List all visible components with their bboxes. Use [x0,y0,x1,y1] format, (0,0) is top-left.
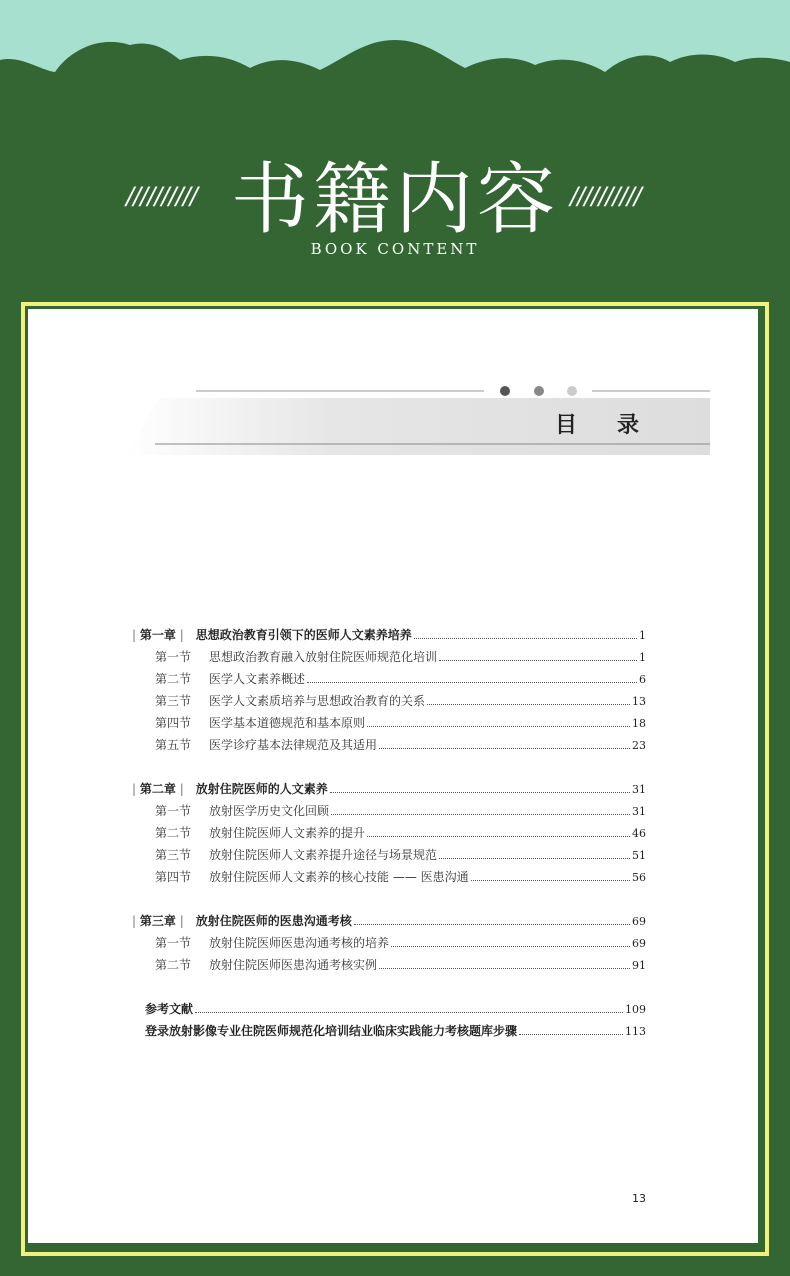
page-ref: 69 [632,915,646,928]
leader-dots [391,946,630,947]
leader-dots [379,968,630,969]
left-slash-decoration: ////////// [126,182,197,210]
section-title: 医学基本道德规范和基本原则 [209,716,366,730]
leader-dots [471,880,630,881]
chapter-title: 放射住院医师的医患沟通考核 [195,914,352,928]
chapter-title: 放射住院医师的人文素养 [195,782,328,796]
section-label: 第二节 [155,826,192,840]
leader-dots [331,814,630,815]
section-label: 第四节 [155,870,192,884]
section-label: 第一节 [155,804,192,818]
page-ref: 6 [639,673,646,686]
page-ref: 1 [639,629,646,642]
page-ref: 51 [632,849,646,862]
section-title: 医学人文素质培养与思想政治教育的关系 [209,694,426,708]
page-ref: 109 [625,1003,646,1016]
chapter-bar: | [175,914,184,928]
leader-dots [307,682,637,683]
page-ref: 13 [632,695,646,708]
page-ref: 56 [632,871,646,884]
toc-section-row[interactable] [155,714,646,734]
leader-dots [414,638,637,639]
chapter-label: 第二章 [139,782,176,796]
toc-section-row[interactable] [155,956,646,976]
leader-dots [354,924,630,925]
extra-title: 登录放射影像专业住院医师规范化培训结业临床实践能力考核题库步骤 [145,1024,518,1038]
page-ref: 23 [632,739,646,752]
leader-dots [367,726,630,727]
toc-section-row[interactable] [155,802,646,822]
leader-dots [330,792,630,793]
chapter-bar: | [132,782,140,796]
section-label: 第一节 [155,650,192,664]
chapter-bar: | [132,628,140,642]
section-title: 思想政治教育融入放射住院医师规范化培训 [209,650,438,664]
page-ref: 18 [632,717,646,730]
section-title: 放射医学历史文化回顾 [209,804,330,818]
section-title: 医学人文素养概述 [209,672,306,686]
section-title: 放射住院医师医患沟通考核实例 [209,958,378,972]
section-label: 第二节 [155,958,192,972]
chapter-title: 思想政治教育引领下的医师人文素养培养 [195,628,412,642]
toc-chapter-row[interactable] [132,912,646,932]
section-label: 第五节 [155,738,192,752]
toc-section-row[interactable] [155,736,646,756]
leader-dots [195,1012,623,1013]
section-label: 第三节 [155,848,192,862]
section-title: 医学诊疗基本法律规范及其适用 [209,738,378,752]
section-title: 放射住院医师人文素养提升途径与场景规范 [209,848,438,862]
chapter-bar: | [175,782,184,796]
toc-extra-row[interactable] [145,1022,646,1042]
toc-section-row[interactable] [155,846,646,866]
toc-extra-row[interactable] [145,1000,646,1020]
toc-chapter-row[interactable] [132,626,646,646]
leader-dots [367,836,630,837]
leader-dots [379,748,630,749]
leader-dots [439,660,637,661]
page-ref: 69 [632,937,646,950]
toc-chapter-row[interactable] [132,780,646,800]
section-label: 第二节 [155,672,192,686]
page-ref: 31 [632,783,646,796]
section-label: 第一节 [155,936,192,950]
leader-dots [519,1034,623,1035]
header-title: 书籍内容 [230,155,559,245]
toc-section-row[interactable] [155,692,646,712]
chapter-label: 第一章 [139,628,176,642]
section-label: 第三节 [155,694,192,708]
toc-title: 目录 [555,413,680,438]
page-ref: 46 [632,827,646,840]
chapter-bar: | [132,914,140,928]
section-label: 第四节 [155,716,192,730]
toc-section-row[interactable] [155,648,646,668]
toc-section-row[interactable] [155,670,646,690]
page-ref: 31 [632,805,646,818]
page-ref: 1 [639,651,646,664]
toc-section-row[interactable] [155,824,646,844]
leader-dots [427,704,630,705]
page-ref: 91 [632,959,646,972]
leader-dots [439,858,630,859]
page-ref: 113 [625,1025,646,1038]
toc-section-row[interactable] [155,868,646,888]
extra-title: 参考文献 [145,1002,194,1016]
toc-section-row[interactable] [155,934,646,954]
chapter-bar: | [175,628,184,642]
section-title: 放射住院医师人文素养的核心技能 —— 医患沟通 [209,870,469,884]
section-title: 放射住院医师人文素养的提升 [209,826,366,840]
chapter-label: 第三章 [139,914,176,928]
header-subtitle: BOOK CONTENT [310,240,480,258]
toc-heading-decoration [0,0,790,470]
page-number: 13 [632,1192,646,1205]
right-slash-decoration: ////////// [570,182,641,210]
section-title: 放射住院医师医患沟通考核的培养 [209,936,390,950]
